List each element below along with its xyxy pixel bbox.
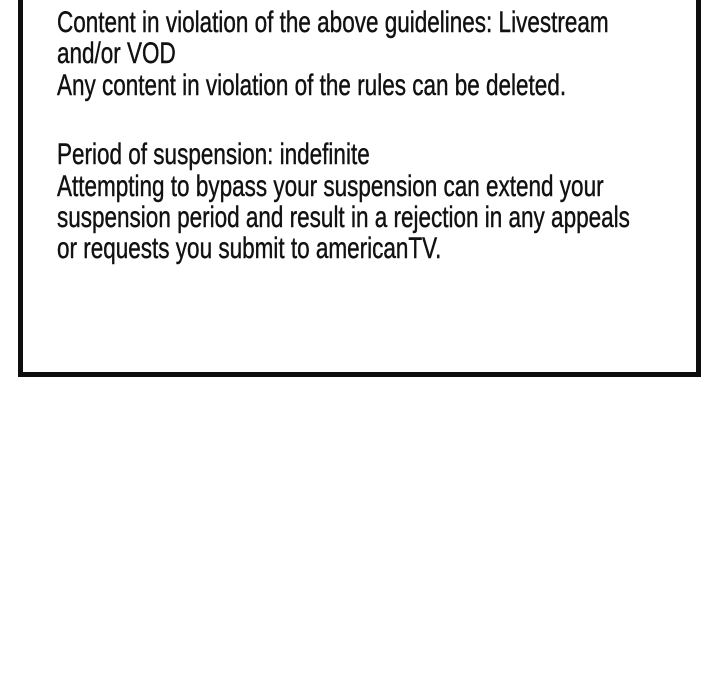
notice-line: Content in violation of the above guidelines: Livestream [57, 6, 609, 39]
notice-line: Any content in violation of the rules can be deleted. [57, 68, 567, 102]
notice-text [23, 0, 696, 265]
notice-line: or requests you submit to americanTV. [57, 232, 442, 266]
violation-paragraph [57, 7, 676, 101]
notice-line: Attempting to bypass your suspension can extend your [57, 169, 604, 203]
notice-line: Period of suspension: indefinite [57, 138, 370, 172]
notice-line: and/or VOD [57, 37, 176, 71]
notice-line: suspension period and result in a rejection in any appeals [57, 201, 630, 235]
suspension-paragraph [57, 139, 676, 265]
suspension-notice-box [18, 0, 701, 377]
